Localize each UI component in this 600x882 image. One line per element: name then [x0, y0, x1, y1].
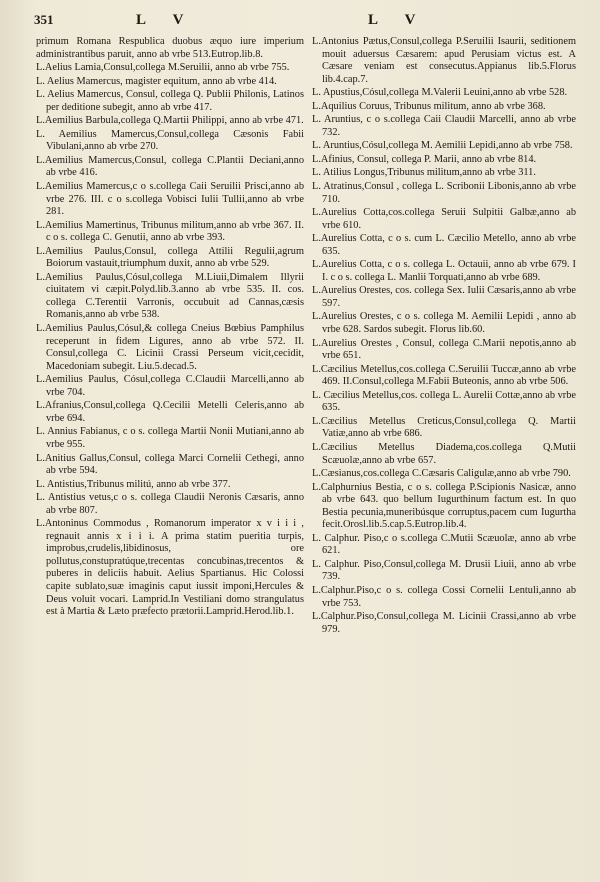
entry: L.Aelius Lamia,Consul,collega M.Seruilii, anno ab vrbe 755.: [36, 62, 290, 74]
entry: L.Cæcilius Metellus Creticus,Consul,collega Q. Martii Vatiæ,anno ab vrbe 686.: [312, 415, 576, 440]
entry: L. Cæcilius Metellus,cos. collega L. Aurelii Cottæ,anno ab vrbe 635.: [312, 389, 577, 414]
entry: L.Aurelius Cotta, c o s. cum L. Cæcilio Metello, anno ab vrbe 635.: [312, 233, 576, 257]
entry: L. Aemilius Mamercus,Consul,collega Cæsonis Fabii Vibulani,anno ab vrbe 270.: [36, 128, 304, 153]
entry: L.Aurelius Cotta, c o s. collega L. Octauii, anno ab vrbe 679. I I. c o s. collega L. Manlii Torquati,anno ab vrbe 689.: [312, 259, 576, 283]
entry: L. Aelius Mamercus, Consul, collega Q. Publii Philonis, Latinos per deditione subegit, anno ab vrbe 417.: [36, 89, 304, 113]
entry: L. Aelius Mamercus, magister equitum, anno ab vrbe 414.: [36, 75, 277, 87]
entry: L.Aquilius Coruus, Tribunus militum, anno ab vrbe 368.: [312, 100, 546, 112]
entry: L. Aruntius,Cósul,collega M. Aemilii Lepidi,anno ab vrbe 758.: [312, 140, 573, 152]
entry: L.Calphurnius Bestia, c o s. collega P.Scipionis Nasicæ, anno ab vrbe 643. quo bellum Iugurthinum factum est. In quo Bestia pecunia,muneribúsque corruptus,pacem cum Iugurtha fecit.Orosl.lib.5.cap.5.Eutrop.lib.4.: [312, 481, 576, 531]
entry: L.Afranius,Consul,collega Q.Cecilii Metelli Celeris,anno ab vrbe 694.: [36, 400, 304, 424]
entry: L. Atratinus,Consul , collega L. Scribonii Libonis,anno ab vrbe 710.: [312, 181, 576, 205]
entry: L. Apustius,Cósul,collega M.Valerii Leuini,anno ab vrbe 528.: [312, 87, 568, 99]
left-column: [36, 36, 304, 620]
entry: L.Cæsianus,cos.collega C.Cæsaris Caligulæ,anno ab vrbe 790.: [312, 468, 571, 480]
entry: L.Aemilius Barbula,collega Q.Martii Philippi, anno ab vrbe 471.: [36, 115, 304, 127]
page-number: 351: [34, 12, 54, 27]
entry: L.Cæcilius Metellus,cos.collega C.Seruilii Tuccæ,anno ab vrbe 469. II.Consul,collega M.Fabii Buteonis, anno ab vrbe 506.: [312, 363, 576, 388]
entry: L. Annius Fabianus, c o s. collega Martii Nonii Mutiani,anno ab vrbe 955.: [36, 426, 304, 450]
entry: L.Calphur.Piso,c o s. collega Cossi Cornelii Lentuli,anno ab vrbe 753.: [312, 584, 576, 609]
entry: L.Aemilius Mamercus,c o s.collega Caii Seruilii Prisci,anno ab vrbe 276. III. c o s.collega Vobisci Iulii Tullii,anno ab vrbe 281.: [36, 181, 304, 218]
entry: L. Aruntius, c o s.collega Caii Claudii Marcelli, anno ab vrbe 732.: [312, 114, 576, 138]
entry: L.Aemilius Paulus,Cósul,collega M.Liuii,Dimalem Illyrii ciuitatem vi cæpit.Polyd.lib.3.anno ab vrbe 535. II. cos. collega C.Terentii Varronis, occubuit ad Cannas,cæsis Romanis,anno ab vrbe 538.: [36, 271, 304, 321]
entry: L.Aurelius Orestes , Consul, collega C.Marii nepotis,anno ab vrbe 651.: [312, 337, 576, 362]
running-head-right: LV: [368, 12, 444, 28]
entry: L.Antonius Pætus,Consul,collega P.Seruilii Isaurii, seditionem mouit aduersus Cæsarem: apud Perusiam victus est. A Cæsare veniam est consecutus.Appianus lib.5.Florus lib.4.cap.7.: [312, 36, 576, 85]
entry: L. Calphur. Piso,c o s.collega C.Mutii Scæuolæ, anno ab vrbe 621.: [312, 532, 576, 557]
entry: L.Antoninus Commodus , Romanorum imperator x v i i i , regnauit annis x i i i. A prima statim pueritia turpis, improbus,crudelis,libidinosus, ore pollutus,constupratúque,trecentas concubinas,trecentos & puberes in deliciis habuit. Aelius Spartianus. Hic Colossi capite sublato,suæ imaginis caput iussit imponi,Hercules & Deus voluit vocari. Lamprid.In Vestiliani domo strangulatus est à Martia & Læto præfecto prætorii.Lamprid.Herod.lib.1.: [36, 518, 304, 618]
entry: L. Antistius,Tribunus militú, anno ab vrbe 377.: [36, 478, 231, 490]
entry: L.Aemilius Paulus,Consul, collega Attilii Regulii,agrum Boiorum vastauit,triumphum duxit, anno ab vrbe 529.: [36, 245, 304, 270]
entry: L. Antistius vetus,c o s. collega Claudii Neronis Cæsaris, anno ab vrbe 807.: [36, 492, 304, 516]
entry: L.Aemilius Mamertinus, Tribunus militum,anno ab vrbe 367. II. c o s. collega C. Genutii, anno ab vrbe 393.: [36, 219, 304, 244]
entry: L.Calphur.Piso,Consul,collega M. Licinii Crassi,anno ab vrbe 979.: [312, 611, 576, 635]
entry: L.Aemilius Paulus, Cósul,collega C.Claudii Marcelli,anno ab vrbe 704.: [36, 374, 304, 398]
entry: L. Calphur. Piso,Consul,collega M. Drusii Liuii, anno ab vrbe 739.: [312, 558, 576, 583]
entry: L.Aurelius Orestes, cos. collega Sex. Iulii Cæsaris,anno ab vrbe 597.: [312, 285, 576, 309]
entry: L. Atilius Longus,Tribunus militum,anno ab vrbe 311.: [312, 167, 536, 179]
entry: L.Afinius, Consul, collega P. Marii, anno ab vrbe 814.: [312, 153, 537, 165]
entry: L.Aemilius Paulus,Cósul,& collega Cneius Bœbius Pamphilus receperunt in fidem Ligures, anno ab vrbe 572. II. Consul,collega C. Licinii Crassi Perseum vicit,cecidit, Macedoniam subegit. Liu.5.decad.5.: [36, 323, 304, 372]
entry: L.Aurelius Orestes, c o s. collega M. Aemilii Lepidi , anno ab vrbe 628. Sardos subegit. Florus lib.60.: [312, 311, 576, 336]
running-head-left: LV: [136, 12, 212, 28]
entry: L.Aemilius Mamercus,Consul, collega C.Plantii Deciani,anno ab vrbe 416.: [36, 154, 304, 179]
entry: primum Romana Respublica duobus æquo iure imperium administrantibus paruit, anno ab vrbe 513.Eutrop.lib.8.: [36, 36, 304, 60]
right-column: [312, 36, 576, 637]
entry: L.Anitius Gallus,Consul, collega Marci Cornelii Cethegi, anno ab vrbe 594.: [36, 452, 304, 477]
entry: L.Aurelius Cotta,cos.collega Seruii Sulpitii Galbæ,anno ab vrbe 610.: [312, 207, 576, 231]
entry: L.Cæcilius Metellus Diadema,cos.collega Q.Mutii Scæuolæ,anno ab vrbe 657.: [312, 441, 576, 466]
